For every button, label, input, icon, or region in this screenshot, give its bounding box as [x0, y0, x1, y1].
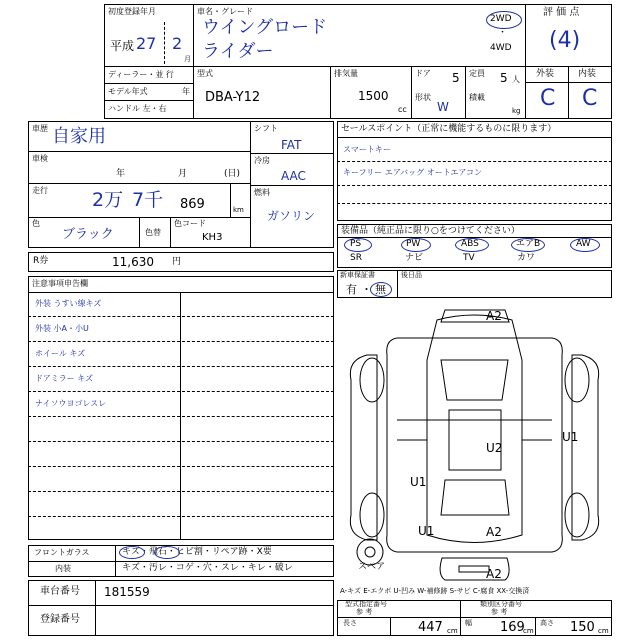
usage-value: 自家用 — [52, 126, 106, 147]
chassis-number-label: 車台番号 — [40, 586, 80, 597]
inspection-year-unit: 年 — [116, 169, 126, 179]
note-line-1: 外装 うすい線キズ — [35, 299, 102, 308]
equip-sr: SR — [350, 253, 362, 263]
color-code-label: 色コード — [174, 219, 206, 228]
load-unit: kg — [512, 107, 521, 115]
mileage-label: 走行 — [32, 186, 48, 195]
equip-abs: ABS — [461, 239, 479, 249]
first-reg-year: 27 — [136, 34, 157, 53]
fuel-value: ガソリン — [267, 209, 316, 223]
recycle-unit: 円 — [172, 257, 182, 267]
drive-dot: ・ — [498, 28, 508, 38]
type-cat-label: 型式指定番号 — [345, 600, 387, 608]
shift-label: シフト — [254, 124, 278, 133]
drive-4wd: 4WD — [490, 43, 512, 53]
damage-mark-u1-rear-left: U1 — [418, 524, 435, 538]
shape-value: W — [437, 100, 449, 114]
door-label: ドア — [415, 69, 431, 78]
warranty-no: 無 — [375, 283, 386, 296]
height-value: 150 — [570, 620, 595, 635]
sales-point-line-2: キーフリー エアバッグ オートエアコン — [343, 168, 483, 177]
exterior-label: 外装 — [536, 69, 555, 79]
note-line-5: ナイソウヨゴレスレ — [35, 399, 107, 408]
fuel-label: 燃料 — [254, 188, 270, 197]
mileage-rest: 869 — [180, 197, 205, 212]
notes-title: 注意事項申告欄 — [32, 279, 88, 288]
front-glass-value: キズ・飛石・ヒビ割・リペア跡・X要 — [122, 547, 272, 557]
ac-label: 冷房 — [254, 156, 270, 165]
inspection-label: 車検 — [32, 154, 48, 163]
width-unit: cm — [523, 627, 534, 635]
spare-label: スペア — [358, 562, 386, 572]
damage-mark-u1-left: U1 — [410, 475, 427, 489]
length-unit: cm — [447, 627, 458, 635]
warranty-dot: ・ — [361, 283, 372, 296]
color-value: ブラック — [62, 227, 114, 242]
model-year-label: モデル年式 — [108, 87, 148, 96]
eval-label: 評 価 点 — [543, 7, 580, 18]
reg-number-label: 登録番号 — [40, 614, 80, 625]
equip-airbag: エアB — [516, 239, 541, 249]
length-label: 長さ — [343, 619, 357, 627]
chassis-number-value: 181559 — [104, 585, 150, 599]
interior-cond-label: 内装 — [55, 564, 71, 573]
shift-value: FAT — [281, 138, 302, 152]
capacity-unit: 人 — [512, 75, 520, 84]
first-reg-era: 平成 — [110, 39, 135, 53]
warranty-label: 新車保証書 — [340, 271, 375, 279]
note-line-3: ホイール キズ — [35, 349, 86, 358]
color-code-value: KH3 — [202, 232, 223, 243]
equip-navi: ナビ — [405, 253, 424, 263]
car-name-label: 車名・グレード — [197, 7, 253, 16]
equip-leather: カワ — [517, 253, 536, 263]
capacity-label: 定員 — [469, 69, 485, 78]
damage-mark-a2-back: A2 — [486, 567, 502, 581]
damage-mark-u1-right: U1 — [562, 430, 579, 444]
mileage-sen: 7千 — [132, 189, 164, 211]
inspection-month-unit: 月 — [178, 169, 188, 179]
damage-mark-a2-front: A2 — [486, 309, 502, 323]
equip-aw: AW — [576, 239, 591, 249]
displacement-label: 排気量 — [334, 69, 358, 78]
recycle-label: R券 — [33, 256, 49, 266]
interior-cond-value: キズ・汚レ・コゲ・穴・スレ・キレ・破レ — [122, 563, 293, 573]
recycle-value: 11,630 — [112, 255, 154, 269]
color-label: 色 — [32, 219, 40, 228]
first-reg-label: 初度登録年月 — [108, 7, 156, 16]
equip-pw: PW — [406, 239, 421, 249]
front-glass-scratch-circle — [119, 546, 145, 559]
door-value: 5 — [452, 71, 460, 85]
first-reg-month-unit: 月 — [184, 55, 191, 63]
handle-label: ハンドル 左・右 — [108, 104, 167, 113]
exterior-grade: C — [540, 86, 556, 111]
mileage-unit: km — [233, 206, 244, 214]
capacity-value: 5 — [500, 71, 508, 85]
model-year-unit: 年 — [182, 87, 190, 96]
class-label: 類別区分番号 — [480, 600, 522, 608]
class-sub: 参 考 — [491, 608, 508, 616]
width-label: 幅 — [465, 619, 472, 627]
warranty-book-label: 後日品 — [401, 271, 422, 279]
height-unit: cm — [598, 627, 609, 635]
length-value: 447 — [418, 620, 443, 635]
type-value: DBA-Y12 — [205, 90, 261, 105]
mileage-man: 2万 — [92, 189, 124, 211]
type-cat-sub: 参 考 — [356, 608, 373, 616]
dealer-label: ディーラー・並 行 — [108, 70, 174, 79]
equip-tv: TV — [463, 253, 475, 263]
displacement-unit: cc — [398, 105, 407, 114]
inspection-day-unit: (日) — [224, 169, 241, 179]
width-value: 169 — [500, 620, 525, 635]
shape-label: 形状 — [415, 93, 431, 102]
drive-2wd: 2WD — [490, 14, 512, 24]
eval-score: (4) — [549, 28, 581, 53]
note-line-2: 外装 小A・小U — [35, 324, 89, 333]
damage-mark-a2-rear: A2 — [486, 525, 502, 539]
damage-mark-u2: U2 — [486, 441, 503, 455]
color-change-label: 色替 — [145, 228, 161, 237]
note-line-4: ドアミラー キズ — [35, 374, 94, 383]
type-label: 型式 — [197, 69, 213, 78]
load-label: 積載 — [469, 93, 485, 102]
sales-points-title: セールスポイント（正常に機能するものに限ります） — [341, 124, 557, 134]
usage-label: 車歴 — [32, 124, 48, 133]
sales-point-line-1: スマートキー — [343, 145, 391, 154]
front-glass-label: フロントガラス — [34, 548, 90, 557]
equipment-title: 装備品（純正品に限り○をつけてください） — [341, 226, 520, 236]
interior-label: 内装 — [578, 69, 597, 79]
warranty-yes: 有 — [346, 283, 357, 296]
car-name: ウイングロード — [202, 17, 328, 38]
equip-ps: PS — [350, 239, 362, 249]
interior-grade: C — [582, 86, 598, 111]
ac-value: AAC — [281, 169, 306, 183]
damage-legend: A-キズ E-エクボ U-凹み W-補修跡 S-サビ C-腐食 XX-交換済 — [340, 587, 530, 595]
car-grade: ライダー — [202, 41, 274, 62]
height-label: 高さ — [540, 619, 554, 627]
displacement-value: 1500 — [358, 89, 389, 103]
front-glass-chip-circle — [154, 546, 180, 559]
car-diagram — [337, 300, 612, 590]
first-reg-month: 2 — [172, 34, 183, 53]
